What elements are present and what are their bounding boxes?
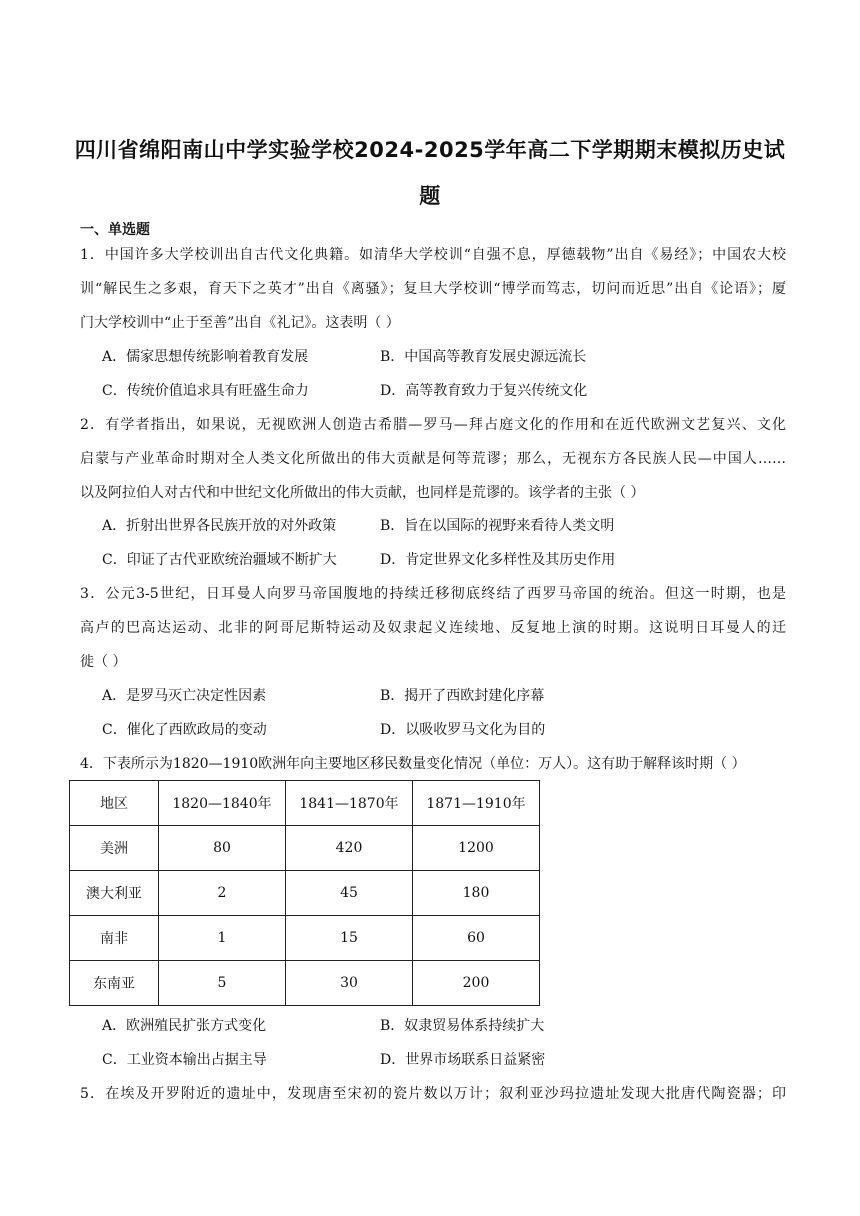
table-cell: 5: [159, 961, 286, 1006]
table-cell: 1: [159, 916, 286, 961]
question-4-option-d: D．世界市场联系日益紧密: [380, 1052, 546, 1068]
table-header-cell: 1871—1910年: [413, 781, 540, 826]
question-3-line-3: 徙（ ）: [80, 654, 127, 670]
table-row: [70, 826, 540, 871]
question-1-line-2: 训“解民生之多艰，育天下之英才”出自《离骚》；复旦大学校训“博学而笃志，切问而近思”出自《论语》；厦: [80, 281, 786, 297]
table-row: [70, 961, 540, 1006]
question-3-option-b: B．揭开了西欧封建化序幕: [380, 688, 545, 704]
page-title-line2: 题: [419, 184, 441, 208]
table-cell: 东南亚: [70, 961, 159, 1006]
question-2-option-d: D．肯定世界文化多样性及其历史作用: [380, 552, 616, 568]
question-3-option-a: A．是罗马灭亡决定性因素: [102, 688, 267, 704]
table-row: [70, 871, 540, 916]
table-header-cell: 1841—1870年: [286, 781, 413, 826]
question-2-line-3: 以及阿拉伯人对古代和中世纪文化所做出的伟大贡献，也同样是荒谬的。该学者的主张（ ）: [80, 485, 645, 501]
question-1-option-a: A．儒家思想传统影响着教育发展: [102, 349, 309, 365]
table-cell: 80: [159, 826, 286, 871]
question-4-option-a: A．欧洲殖民扩张方式变化: [102, 1018, 267, 1034]
table-cell: 30: [286, 961, 413, 1006]
question-2-option-c: C．印证了古代亚欧统治疆域不断扩大: [102, 552, 337, 568]
question-4-option-c: C．工业资本输出占据主导: [102, 1052, 267, 1068]
table-cell: 180: [413, 871, 540, 916]
table-header-cell: 1820—1840年: [159, 781, 286, 826]
table-header-row: [70, 781, 540, 826]
question-3-line-1: 3．公元3-5世纪，日耳曼人向罗马帝国腹地的持续迁移彻底终结了西罗马帝国的统治。但这一时期，也是: [80, 586, 786, 602]
table-row: [70, 916, 540, 961]
question-2-line-2: 启蒙与产业革命时期对全人类文化所做出的伟大贡献是何等荒谬；那么，无视东方各民族人民—中国人……: [80, 451, 786, 467]
question-4-line-1: 4．下表所示为1820—1910欧洲年向主要地区移民数量变化情况（单位：万人）。这有助于解释该时期（ ）: [80, 756, 746, 772]
table-cell: 美洲: [70, 826, 159, 871]
table-cell: 45: [286, 871, 413, 916]
table-cell: 澳大利亚: [70, 871, 159, 916]
section-heading: 一、单选题: [80, 222, 150, 238]
table-cell: 南非: [70, 916, 159, 961]
question-5-line-1: 5．在埃及开罗附近的遗址中，发现唐至宋初的瓷片数以万计；叙利亚沙玛拉遗址发现大批唐代陶瓷器；印: [80, 1086, 786, 1102]
table-cell: 2: [159, 871, 286, 916]
table-cell: 420: [286, 826, 413, 871]
table-header-cell: 地区: [70, 781, 159, 826]
question-1-option-b: B．中国高等教育发展史源远流长: [380, 349, 587, 365]
table-cell: 1200: [413, 826, 540, 871]
table-cell: 200: [413, 961, 540, 1006]
question-2-line-1: 2．有学者指出，如果说，无视欧洲人创造古希腊—罗马—拜占庭文化的作用和在近代欧洲文艺复兴、文化: [80, 417, 786, 433]
question-4-option-b: B．奴隶贸易体系持续扩大: [380, 1018, 545, 1034]
question-1-option-c: C．传统价值追求具有旺盛生命力: [102, 383, 309, 399]
question-2-option-a: A．折射出世界各民族开放的对外政策: [102, 518, 337, 534]
question-3-option-d: D．以吸收罗马文化为目的: [380, 722, 546, 738]
question-1-option-d: D．高等教育致力于复兴传统文化: [380, 383, 588, 399]
question-3-option-c: C．催化了西欧政局的变动: [102, 722, 267, 738]
page-title-line1: 四川省绵阳南山中学实验学校2024-2025学年高二下学期期末模拟历史试: [74, 138, 786, 162]
question-1-line-3: 门大学校训中“止于至善”出自《礼记》。这表明（ ）: [80, 315, 400, 331]
question-1-line-1: 1．中国许多大学校训出自古代文化典籍。如清华大学校训“自强不息，厚德载物”出自《易经》；中国农大校: [80, 247, 786, 263]
table-cell: 15: [286, 916, 413, 961]
migration-table: [69, 780, 540, 1006]
table-cell: 60: [413, 916, 540, 961]
question-2-option-b: B．旨在以国际的视野来看待人类文明: [380, 518, 615, 534]
question-3-line-2: 高卢的巴高达运动、北非的阿哥尼斯特运动及奴隶起义连续地、反复地上演的时期。这说明日耳曼人的迁: [80, 620, 786, 636]
